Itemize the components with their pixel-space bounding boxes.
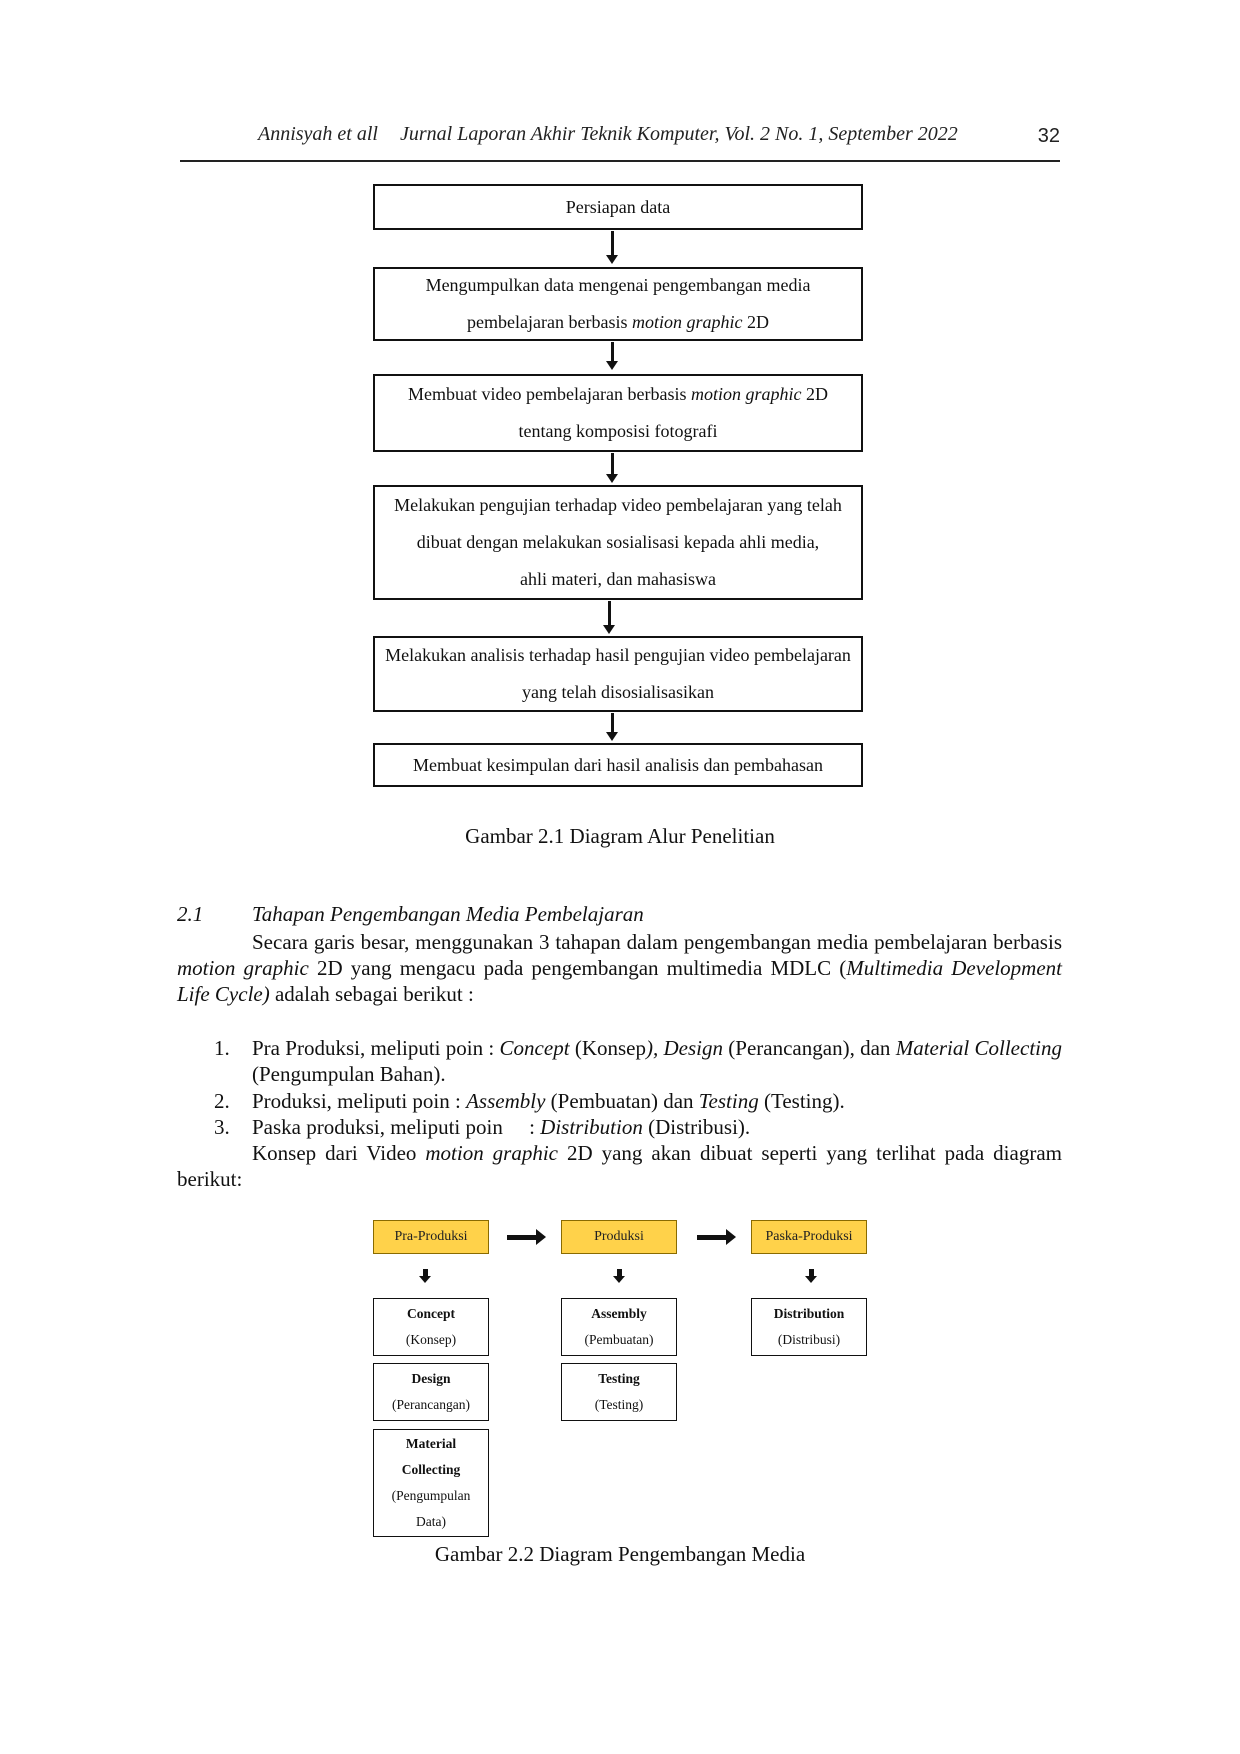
flow-box-membuat-video: [373, 374, 863, 452]
flow-box-pengujian: [373, 485, 863, 600]
box-distribution: Distribution (Distribusi): [751, 1298, 867, 1356]
flow-box-text: Membuat kesimpulan dari hasil analisis dan pembahasan: [413, 754, 823, 775]
figure-caption-2-1: Gambar 2.1 Diagram Alur Penelitian: [465, 824, 775, 848]
list-item-number: 3.: [214, 1115, 230, 1139]
paragraph-konsep: Konsep dari Video motion graphic 2D yang akan dibuat seperti yang terlihat pada diagram berikut:: [177, 1141, 1062, 1191]
header-authors: Annisyah et all: [258, 123, 378, 145]
paragraph-intro: Secara garis besar, menggunakan 3 tahapan dalam pengembangan media pembelajaran berbasis motion graphic 2D yang mengacu pada pengembangan multimedia MDLC (Multimedia Development Life Cycle) adalah sebagai berikut :: [177, 930, 1063, 1006]
figure-caption-2-2: Gambar 2.2 Diagram Pengembangan Media: [434, 1542, 806, 1566]
list-item-text: Produksi, meliputi poin : Assembly (Pembuatan) dan Testing (Testing).: [252, 1089, 845, 1113]
page-number: 32: [1037, 125, 1060, 147]
flow-box-analisis: [373, 636, 863, 712]
section-number: 2.1: [177, 902, 204, 926]
box-concept: Concept (Konsep): [373, 1298, 489, 1356]
list-item: [177, 1088, 1062, 1114]
flow-box-text: ahli materi, dan mahasiswa: [520, 569, 716, 589]
section-title: Tahapan Pengembangan Media Pembelajaran: [252, 902, 644, 926]
stage-pra-produksi: Pra-Produksi: [373, 1220, 489, 1254]
flow-box-text: dibuat dengan melakukan sosialisasi kepada ahli media,: [416, 532, 820, 552]
flow-box-text: pembelajaran berbasis motion graphic 2D: [467, 312, 769, 332]
header-journal: Jurnal Laporan Akhir Teknik Komputer, Vol. 2 No. 1, September 2022: [400, 123, 958, 145]
flow-box-text: yang telah disosialisasikan: [522, 682, 714, 702]
flow-box-kesimpulan: [373, 743, 863, 787]
header-rule: [180, 160, 1060, 162]
stage-produksi: Produksi: [561, 1220, 677, 1254]
flow-box-mengumpulkan: [373, 267, 863, 341]
flow-box-text: Membuat video pembelajaran berbasis motion graphic 2D: [408, 384, 828, 404]
list-item: [177, 1114, 1062, 1140]
flow-box-text: Persiapan data: [565, 196, 671, 217]
flow-box-text: tentang komposisi fotografi: [518, 421, 718, 441]
flow-box-text: Melakukan pengujian terhadap video pembelajaran yang telah: [394, 495, 842, 515]
box-assembly: Assembly (Pembuatan): [561, 1298, 677, 1356]
list-item-text: Paska produksi, meliputi poin : Distribution (Distribusi).: [252, 1115, 751, 1139]
stage-paska-produksi: Paska-Produksi: [751, 1220, 867, 1254]
flow-box-persiapan: [373, 184, 863, 230]
list-item-number: 1.: [214, 1036, 230, 1060]
list-item-text: Pra Produksi, meliputi poin : Concept (Konsep), Design (Perancangan), dan Material Collecting (Pengumpulan Bahan).: [252, 1036, 1062, 1086]
box-design: Design (Perancangan): [373, 1363, 489, 1421]
list-item-number: 2.: [214, 1089, 230, 1113]
flow-box-text: Melakukan analisis terhadap hasil pengujian video pembelajaran: [385, 645, 851, 665]
box-material-collecting: Material Collecting (Pengumpulan Data): [373, 1429, 489, 1537]
box-testing: Testing (Testing): [561, 1363, 677, 1421]
list-item: [177, 1035, 1062, 1087]
flow-box-text: Mengumpulkan data mengenai pengembangan media: [425, 275, 811, 295]
